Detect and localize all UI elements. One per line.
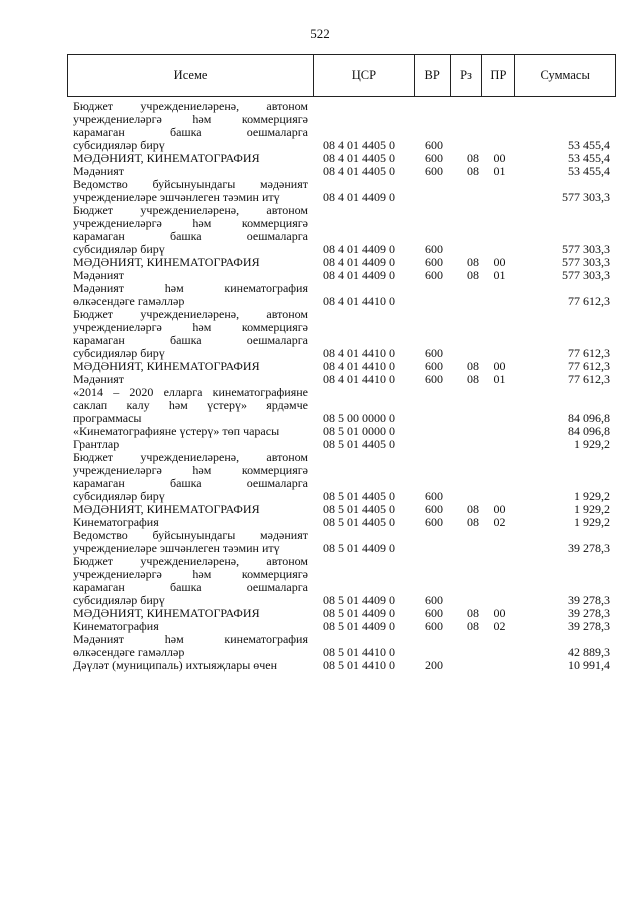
row-name bbox=[67, 178, 314, 204]
row-name-line: учреждениеләре эшчәнлеген тәэмин итү bbox=[73, 541, 280, 555]
row-rz bbox=[451, 529, 483, 555]
row-vr: 600 bbox=[425, 372, 443, 386]
row-csr: 08 5 01 4409 0 bbox=[323, 606, 395, 620]
row-csr: 08 5 01 4405 0 bbox=[323, 502, 395, 516]
row-pr: 00 bbox=[493, 151, 506, 165]
row-pr: 02 bbox=[493, 619, 506, 633]
row-name-line: карамаган башка оешмаларга bbox=[73, 333, 308, 347]
row-name-line: учреждениеләргә һәм коммерциягә bbox=[73, 567, 308, 581]
row-sum: 1 929,2 bbox=[574, 515, 610, 529]
row-vr: 600 bbox=[425, 619, 443, 633]
row-name bbox=[67, 555, 314, 607]
row-pr bbox=[483, 633, 516, 659]
row-name-line: Мәдәният һәм кинематография bbox=[73, 632, 308, 646]
row-name-line: учреждениеләре эшчәнлеген тәэмин итү bbox=[73, 190, 280, 204]
row-rz: 08 bbox=[467, 359, 479, 373]
row-name-line: субсидияләр бирү bbox=[73, 489, 165, 503]
row-name-line: Бюджет учреждениеләренә, автоном bbox=[73, 99, 308, 113]
row-vr: 600 bbox=[425, 242, 443, 256]
row-vr: 600 bbox=[425, 138, 443, 152]
row-rz bbox=[451, 204, 483, 256]
row-vr: 600 bbox=[425, 502, 443, 516]
row-sum: 84 096,8 bbox=[568, 411, 610, 425]
row-vr: 600 bbox=[425, 359, 443, 373]
row-sum: 53 455,4 bbox=[568, 164, 610, 178]
row-pr: 01 bbox=[493, 372, 506, 386]
table-row bbox=[67, 529, 616, 555]
row-rz: 08 bbox=[467, 515, 479, 529]
row-rz bbox=[451, 438, 483, 451]
row-vr bbox=[415, 178, 451, 204]
row-name bbox=[67, 308, 314, 360]
row-sum: 39 278,3 bbox=[568, 541, 610, 555]
row-name-line: Ведомство буйсынуындагы мәдәният bbox=[73, 528, 308, 542]
row-name-line: Ведомство буйсынуындагы мәдәният bbox=[73, 177, 308, 191]
row-name-line: Мәдәният һәм кинематография bbox=[73, 281, 308, 295]
row-name-line: МӘДӘНИЯТ, КИНЕМАТОГРАФИЯ bbox=[73, 606, 260, 620]
row-vr: 200 bbox=[425, 658, 443, 672]
row-rz: 08 bbox=[467, 502, 479, 516]
row-name-line: карамаган башка оешмаларга bbox=[73, 125, 308, 139]
row-vr: 600 bbox=[425, 151, 443, 165]
row-pr bbox=[483, 100, 516, 152]
row-csr: 08 5 01 4405 0 bbox=[323, 515, 395, 529]
row-name bbox=[67, 451, 314, 503]
row-name-line: учреждениеләргә һәм коммерциягә bbox=[73, 463, 308, 477]
row-sum: 577 303,3 bbox=[562, 268, 610, 282]
row-csr: 08 4 01 4405 0 bbox=[323, 164, 395, 178]
table-row bbox=[67, 451, 616, 503]
row-vr bbox=[415, 425, 451, 438]
row-sum: 77 612,3 bbox=[568, 346, 610, 360]
page-number: 522 bbox=[310, 26, 330, 41]
row-name-line: Мәдәният bbox=[73, 372, 125, 386]
row-name bbox=[67, 386, 314, 425]
row-name-line: МӘДӘНИЯТ, КИНЕМАТОГРАФИЯ bbox=[73, 151, 260, 165]
header-sum: Суммасы bbox=[540, 68, 590, 82]
row-vr bbox=[415, 386, 451, 425]
table-row bbox=[67, 555, 616, 607]
header-rz: Рз bbox=[451, 55, 483, 96]
row-vr: 600 bbox=[425, 255, 443, 269]
row-pr bbox=[483, 555, 516, 607]
row-sum: 77 612,3 bbox=[568, 294, 610, 308]
row-pr: 02 bbox=[493, 515, 506, 529]
row-pr: 00 bbox=[493, 255, 506, 269]
row-name-line: Бюджет учреждениеләренә, автоном bbox=[73, 554, 308, 568]
row-rz: 08 bbox=[467, 164, 479, 178]
row-csr: 08 4 01 4410 0 bbox=[323, 294, 395, 308]
row-pr bbox=[483, 451, 516, 503]
row-vr bbox=[415, 633, 451, 659]
row-pr: 01 bbox=[493, 164, 506, 178]
row-name-line: Кинематография bbox=[73, 619, 159, 633]
row-name-line: МӘДӘНИЯТ, КИНЕМАТОГРАФИЯ bbox=[73, 359, 260, 373]
table-row bbox=[67, 204, 616, 256]
row-name-line: өлкәсендәге гамәлләр bbox=[73, 645, 185, 659]
budget-table bbox=[67, 54, 616, 672]
table-header bbox=[67, 54, 616, 97]
table-row bbox=[67, 282, 616, 308]
row-sum: 1 929,2 bbox=[574, 437, 610, 451]
table-row bbox=[67, 100, 616, 152]
row-name-line: «2014 – 2020 елларга кинематографияне bbox=[73, 385, 308, 399]
row-name-line: саклап калу һәм үстерү» ярдәмче bbox=[73, 398, 308, 412]
row-rz bbox=[451, 178, 483, 204]
row-csr: 08 5 00 0000 0 bbox=[323, 411, 395, 425]
row-csr: 08 4 01 4409 0 bbox=[323, 242, 395, 256]
row-csr: 08 5 01 0000 0 bbox=[323, 424, 395, 438]
row-csr: 08 5 01 4409 0 bbox=[323, 593, 395, 607]
row-name-line: карамаган башка оешмаларга bbox=[73, 580, 308, 594]
row-sum: 577 303,3 bbox=[562, 255, 610, 269]
row-vr: 600 bbox=[425, 515, 443, 529]
row-vr bbox=[415, 282, 451, 308]
row-vr: 600 bbox=[425, 164, 443, 178]
row-rz: 08 bbox=[467, 255, 479, 269]
row-pr bbox=[483, 425, 516, 438]
row-csr: 08 5 01 4405 0 bbox=[323, 437, 395, 451]
row-pr bbox=[483, 386, 516, 425]
row-sum: 77 612,3 bbox=[568, 372, 610, 386]
row-name-line: Дәүләт (муниципаль) ихтыяҗлары өчен bbox=[73, 658, 278, 672]
row-sum: 10 991,4 bbox=[568, 658, 610, 672]
row-csr: 08 5 01 4409 0 bbox=[323, 619, 395, 633]
row-vr: 600 bbox=[425, 593, 443, 607]
row-pr bbox=[483, 282, 516, 308]
row-pr: 01 bbox=[493, 268, 506, 282]
row-rz: 08 bbox=[467, 619, 479, 633]
row-name-line: субсидияләр бирү bbox=[73, 593, 165, 607]
row-name-line: Бюджет учреждениеләренә, автоном bbox=[73, 203, 308, 217]
row-csr: 08 5 01 4410 0 bbox=[323, 658, 395, 672]
row-name-line: Кинематография bbox=[73, 515, 159, 529]
row-pr bbox=[483, 529, 516, 555]
row-name bbox=[67, 633, 314, 659]
row-vr bbox=[415, 529, 451, 555]
row-csr: 08 4 01 4409 0 bbox=[323, 190, 395, 204]
row-name bbox=[67, 529, 314, 555]
table-row bbox=[67, 633, 616, 659]
row-name-line: Грантлар bbox=[73, 437, 120, 451]
row-name-line: учреждениеләргә һәм коммерциягә bbox=[73, 112, 308, 126]
row-name-line: учреждениеләргә һәм коммерциягә bbox=[73, 320, 308, 334]
row-pr: 00 bbox=[493, 359, 506, 373]
row-name-line: карамаган башка оешмаларга bbox=[73, 229, 308, 243]
row-sum: 53 455,4 bbox=[568, 151, 610, 165]
row-name-line: карамаган башка оешмаларга bbox=[73, 476, 308, 490]
row-sum: 577 303,3 bbox=[562, 190, 610, 204]
row-sum: 39 278,3 bbox=[568, 606, 610, 620]
row-name bbox=[67, 100, 314, 152]
row-rz: 08 bbox=[467, 268, 479, 282]
row-name-line: МӘДӘНИЯТ, КИНЕМАТОГРАФИЯ bbox=[73, 502, 260, 516]
row-sum: 39 278,3 bbox=[568, 593, 610, 607]
row-csr: 08 5 01 4410 0 bbox=[323, 645, 395, 659]
row-pr bbox=[483, 438, 516, 451]
row-rz: 08 bbox=[467, 151, 479, 165]
row-rz bbox=[451, 555, 483, 607]
row-name-line: программасы bbox=[73, 411, 142, 425]
row-rz bbox=[451, 451, 483, 503]
row-csr: 08 4 01 4409 0 bbox=[323, 268, 395, 282]
row-sum: 1 929,2 bbox=[574, 502, 610, 516]
row-pr: 00 bbox=[493, 606, 506, 620]
row-rz bbox=[451, 386, 483, 425]
row-name-line: учреждениеләргә һәм коммерциягә bbox=[73, 216, 308, 230]
row-csr: 08 4 01 4405 0 bbox=[323, 138, 395, 152]
row-rz bbox=[451, 425, 483, 438]
row-rz bbox=[451, 308, 483, 360]
row-csr: 08 5 01 4405 0 bbox=[323, 489, 395, 503]
header-vr: ВР bbox=[415, 55, 451, 96]
row-rz bbox=[451, 100, 483, 152]
row-vr bbox=[415, 438, 451, 451]
header-csr: ЦСР bbox=[314, 55, 415, 96]
row-csr: 08 4 01 4410 0 bbox=[323, 372, 395, 386]
row-vr: 600 bbox=[425, 489, 443, 503]
row-name-line: Бюджет учреждениеләренә, автоном bbox=[73, 307, 308, 321]
row-name bbox=[67, 282, 314, 308]
row-rz: 08 bbox=[467, 606, 479, 620]
row-rz: 08 bbox=[467, 372, 479, 386]
row-vr: 600 bbox=[425, 346, 443, 360]
row-pr bbox=[483, 659, 516, 672]
row-name-line: субсидияләр бирү bbox=[73, 242, 165, 256]
row-name-line: Мәдәният bbox=[73, 268, 125, 282]
row-csr: 08 4 01 4410 0 bbox=[323, 346, 395, 360]
row-csr: 08 4 01 4410 0 bbox=[323, 359, 395, 373]
row-name-line: субсидияләр бирү bbox=[73, 138, 165, 152]
row-sum: 53 455,4 bbox=[568, 138, 610, 152]
row-name-line: субсидияләр бирү bbox=[73, 346, 165, 360]
row-name-line: «Кинематографияне үстерү» төп чарасы bbox=[73, 424, 280, 438]
table-row bbox=[67, 178, 616, 204]
header-pr: ПР bbox=[482, 55, 515, 96]
table-row bbox=[67, 308, 616, 360]
row-csr: 08 4 01 4405 0 bbox=[323, 151, 395, 165]
row-sum: 577 303,3 bbox=[562, 242, 610, 256]
row-name-line: МӘДӘНИЯТ, КИНЕМАТОГРАФИЯ bbox=[73, 255, 260, 269]
row-sum: 39 278,3 bbox=[568, 619, 610, 633]
table-body bbox=[67, 100, 616, 672]
row-csr: 08 4 01 4409 0 bbox=[323, 255, 395, 269]
row-rz bbox=[451, 282, 483, 308]
row-name-line: Бюджет учреждениеләренә, автоном bbox=[73, 450, 308, 464]
row-pr bbox=[483, 308, 516, 360]
row-rz bbox=[451, 633, 483, 659]
row-pr bbox=[483, 178, 516, 204]
row-name bbox=[67, 659, 314, 672]
row-sum: 77 612,3 bbox=[568, 359, 610, 373]
row-vr: 600 bbox=[425, 268, 443, 282]
row-name bbox=[67, 204, 314, 256]
row-pr: 00 bbox=[493, 502, 506, 516]
row-rz bbox=[451, 659, 483, 672]
row-sum: 42 889,3 bbox=[568, 645, 610, 659]
row-name-line: Мәдәният bbox=[73, 164, 125, 178]
table-row bbox=[67, 659, 616, 672]
table-row bbox=[67, 386, 616, 425]
row-csr: 08 5 01 4409 0 bbox=[323, 541, 395, 555]
row-sum: 84 096,8 bbox=[568, 424, 610, 438]
row-vr: 600 bbox=[425, 606, 443, 620]
row-pr bbox=[483, 204, 516, 256]
row-sum: 1 929,2 bbox=[574, 489, 610, 503]
header-name: Исеме bbox=[68, 55, 314, 96]
row-name-line: өлкәсендәге гамәлләр bbox=[73, 294, 185, 308]
